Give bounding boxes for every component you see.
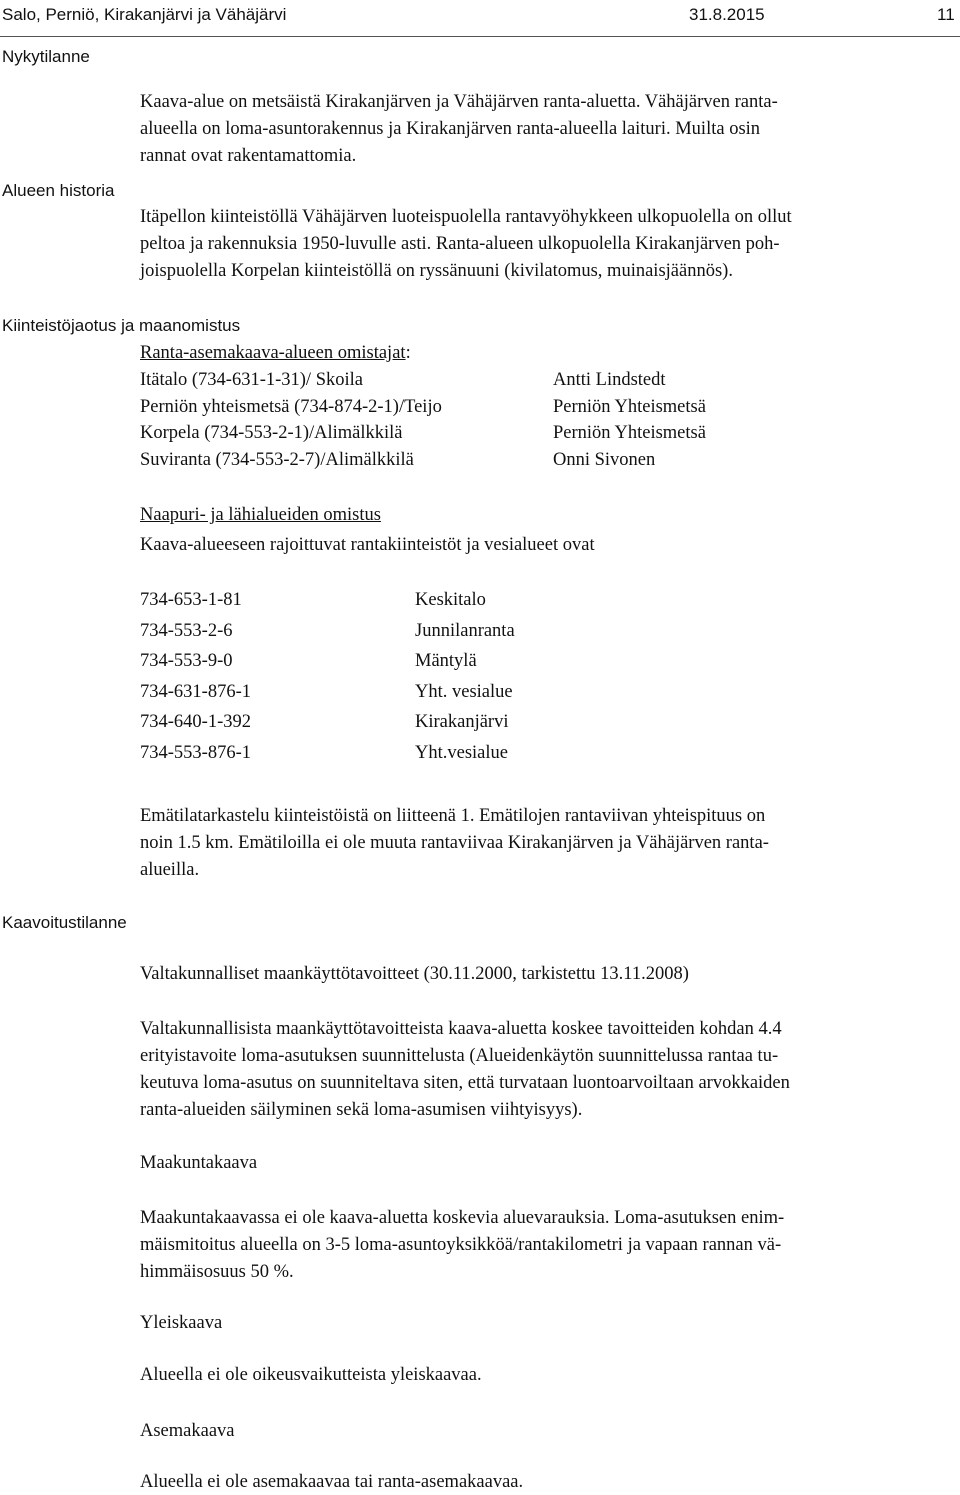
- historia-paragraph: [140, 204, 955, 285]
- paragraph-line: ranta-alueiden säilyminen sekä loma-asumisen viihtyisyys).: [140, 1100, 583, 1120]
- page-number: 11: [937, 5, 955, 24]
- maakuntakaava-paragraph: [140, 1205, 955, 1286]
- asemakaava-text: Alueella ei ole asemakaavaa tai ranta-asemakaavaa.: [140, 1472, 524, 1492]
- neighbours-heading: Naapuri- ja lähialueiden omistus: [140, 505, 381, 525]
- neighbour-name: Yht. vesialue: [415, 681, 513, 702]
- neighbour-id: 734-653-1-81: [140, 590, 242, 610]
- neighbour-name: Junnilanranta: [415, 620, 515, 641]
- neighbour-name: Keskitalo: [415, 590, 486, 610]
- asemakaava-heading: Asemakaava: [140, 1421, 235, 1441]
- owner-property: Suviranta (734-553-2-7)/Alimälkkilä: [140, 449, 414, 470]
- emtila-note-paragraph: [140, 803, 930, 884]
- owners-property-column: [140, 367, 442, 473]
- neighbour-id: 734-553-9-0: [140, 651, 233, 671]
- owner-name: Perniön Yhteismetsä: [553, 396, 706, 417]
- neighbour-id: 734-553-2-6: [140, 620, 233, 641]
- neighbours-name-column: [415, 585, 515, 768]
- paragraph-line: Emätilatarkastelu kiinteistöistä on liitteenä 1. Emätilojen rantaviivan yhteispituus on: [140, 806, 766, 826]
- owner-property: Perniön yhteismetsä (734-874-2-1)/Teijo: [140, 396, 442, 417]
- vat-heading: Valtakunnalliset maankäyttötavoitteet (30.11.2000, tarkistettu 13.11.2008): [140, 964, 689, 984]
- paragraph-line: Maakuntakaavassa ei ole kaava-aluetta koskevia aluevarauksia. Loma-asutuksen enim-: [140, 1208, 785, 1228]
- paragraph-line: joispuolella Korpelan kiinteistöllä on ryssänuuni (kivilatomus, muinaisjäännös).: [140, 261, 733, 281]
- owner-name: Antti Lindstedt: [553, 370, 666, 390]
- owners-heading-colon: :: [405, 343, 411, 363]
- paragraph-line: Valtakunnallisista maankäyttötavoitteista kaava-aluetta koskee tavoitteiden kohdan 4.4: [140, 1019, 782, 1039]
- document-date: 31.8.2015: [689, 5, 765, 24]
- owners-name-column: [553, 367, 706, 473]
- paragraph-line: erityistavoite loma-asutuksen suunnittelusta (Alueidenkäytön suunnittelussa rantaa tu-: [140, 1046, 779, 1066]
- paragraph-line: himmäisosuus 50 %.: [140, 1262, 294, 1282]
- paragraph-line: peltoa ja rakennuksia 1950-luvulle asti. Ranta-alueen ulkopuolella Kirakanjärven poh-: [140, 234, 780, 254]
- document-title: Salo, Perniö, Kirakanjärvi ja Vähäjärvi: [2, 5, 287, 24]
- paragraph-line: Kaava-alue on metsäistä Kirakanjärven ja Vähäjärven ranta-aluetta. Vähäjärven ranta-: [140, 92, 778, 112]
- section-label-nykytilanne: Nykytilanne: [2, 47, 90, 66]
- yleiskaava-heading: Yleiskaava: [140, 1313, 223, 1333]
- paragraph-line: keutuva loma-asutus on suunniteltava siten, että turvataan luontoarvoiltaan arvokkaiden: [140, 1073, 790, 1093]
- section-label-kaavoitustilanne: Kaavoitustilanne: [2, 913, 127, 932]
- vat-paragraph: [140, 1016, 955, 1124]
- paragraph-line: alueilla.: [140, 860, 200, 880]
- owner-property: Korpela (734-553-2-1)/Alimälkkilä: [140, 423, 403, 443]
- section-label-kiinteistojaotus: Kiinteistöjaotus ja maanomistus: [2, 316, 241, 335]
- owners-heading: [140, 343, 411, 364]
- paragraph-line: mäismitoitus alueella on 3-5 loma-asuntoyksikköä/rantakilometri ja vapaan rannan vä-: [140, 1235, 782, 1255]
- paragraph-line: noin 1.5 km. Emätiloilla ei ole muuta rantaviivaa Kirakanjärven ja Vähäjärven ranta-: [140, 833, 769, 853]
- neighbours-intro: Kaava-alueeseen rajoittuvat rantakiinteistöt ja vesialueet ovat: [140, 535, 595, 555]
- owners-heading-text: Ranta-asemakaava-alueen omistajat: [140, 343, 406, 363]
- section-label-historia: Alueen historia: [2, 181, 115, 200]
- neighbour-id: 734-631-876-1: [140, 681, 251, 702]
- neighbour-id: 734-640-1-392: [140, 712, 251, 732]
- neighbour-name: Yht.vesialue: [415, 742, 508, 763]
- neighbours-id-column: [140, 585, 251, 768]
- paragraph-line: Itäpellon kiinteistöllä Vähäjärven luoteispuolella rantavyöhykkeen ulkopuolella on ollut: [140, 207, 792, 227]
- owner-property: Itätalo (734-631-1-31)/ Skoila: [140, 370, 363, 390]
- neighbour-name: Kirakanjärvi: [415, 712, 509, 732]
- neighbour-name: Mäntylä: [415, 651, 477, 671]
- owner-name: Perniön Yhteismetsä: [553, 423, 706, 443]
- owner-name: Onni Sivonen: [553, 449, 656, 470]
- nykytilanne-paragraph: [140, 89, 955, 170]
- maakuntakaava-heading: Maakuntakaava: [140, 1153, 258, 1173]
- header-divider: [0, 36, 960, 37]
- neighbour-id: 734-553-876-1: [140, 742, 251, 763]
- paragraph-line: rannat ovat rakentamattomia.: [140, 146, 357, 166]
- yleiskaava-text: Alueella ei ole oikeusvaikutteista yleiskaavaa.: [140, 1365, 482, 1385]
- paragraph-line: alueella on loma-asuntorakennus ja Kirakanjärven ranta-alueella laituri. Muilta osin: [140, 119, 761, 139]
